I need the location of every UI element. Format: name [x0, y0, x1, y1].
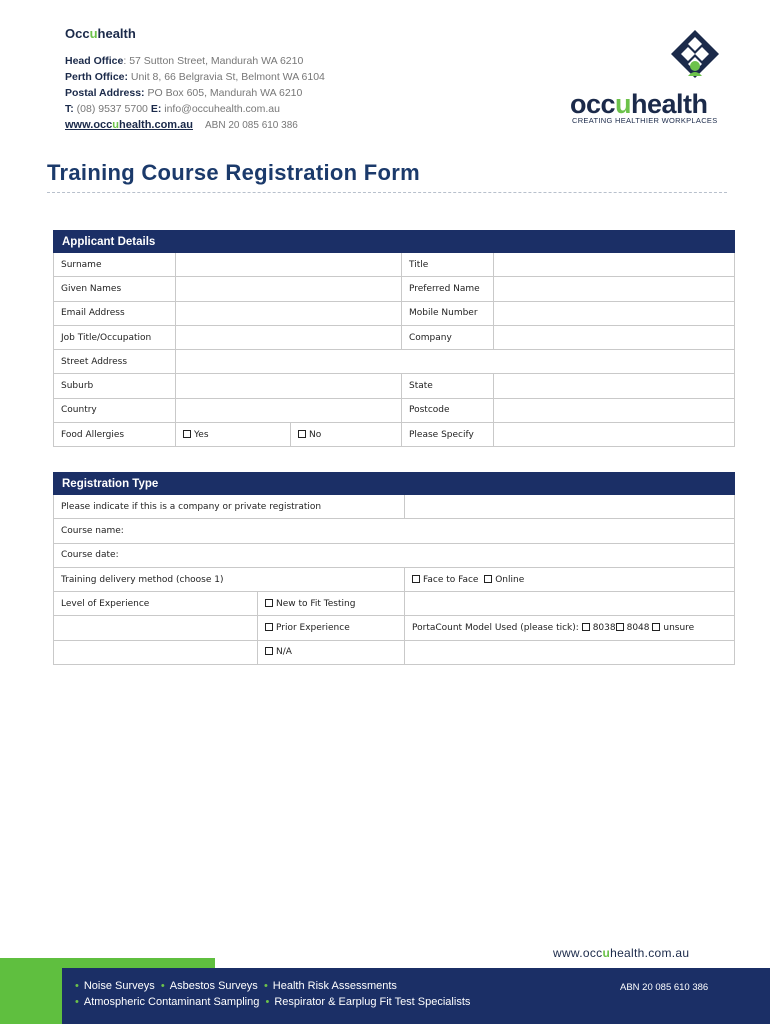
street-address-field[interactable]	[176, 350, 735, 374]
perth-office-line: Perth Office: Unit 8, 66 Belgravia St, Belmont WA 6104	[65, 71, 325, 83]
blank-cell	[54, 640, 258, 664]
model-8038-checkbox[interactable]: 8038	[582, 623, 616, 633]
occuhealth-logo	[565, 28, 735, 128]
title-label: Title	[402, 253, 494, 277]
new-to-fit-testing-checkbox[interactable]: New to Fit Testing	[258, 592, 405, 616]
country-label: Country	[54, 398, 176, 422]
form-title: Training Course Registration Form	[47, 160, 420, 185]
company-name: Occuhealth	[65, 26, 136, 41]
suburb-field[interactable]	[176, 374, 402, 398]
allergies-no-checkbox[interactable]: No	[291, 423, 402, 447]
company-field[interactable]	[494, 325, 735, 349]
head-office-line: Head Office: 57 Sutton Street, Mandurah WA 6210	[65, 55, 304, 67]
mobile-field[interactable]	[494, 301, 735, 325]
food-allergies-label: Food Allergies	[54, 423, 176, 447]
face-to-face-checkbox[interactable]: Face to Face	[412, 575, 478, 585]
checkbox-icon	[412, 575, 420, 583]
title-divider	[47, 192, 727, 193]
online-checkbox[interactable]: Online	[484, 575, 524, 585]
please-specify-label: Please Specify	[402, 423, 494, 447]
bullet-icon: •	[263, 980, 268, 992]
logo-wordmark: occuhealth	[570, 89, 708, 119]
na-checkbox[interactable]: N/A	[258, 640, 405, 664]
registration-indicate-label: Please indicate if this is a company or private registration	[54, 495, 405, 519]
bullet-icon: •	[75, 980, 79, 992]
job-title-label: Job Title/Occupation	[54, 325, 176, 349]
footer-services-line-2: • Atmospheric Contaminant Sampling • Respirator & Earplug Fit Test Specialists	[75, 996, 471, 1008]
unsure-checkbox[interactable]: unsure	[652, 623, 694, 633]
suburb-label: Suburb	[54, 374, 176, 398]
bullet-icon: •	[75, 996, 79, 1008]
applicant-details-heading: Applicant Details	[54, 231, 735, 253]
email-label: Email Address	[54, 301, 176, 325]
please-specify-field[interactable]	[494, 423, 735, 447]
delivery-method-options	[405, 567, 735, 591]
registration-type-heading: Registration Type	[54, 473, 735, 495]
job-title-field[interactable]	[176, 325, 402, 349]
title-field[interactable]	[494, 253, 735, 277]
given-names-label: Given Names	[54, 277, 176, 301]
preferred-name-field[interactable]	[494, 277, 735, 301]
postal-address-line: Postal Address: PO Box 605, Mandurah WA 6210	[65, 87, 303, 99]
experience-level-label: Level of Experience	[54, 592, 258, 616]
street-address-label: Street Address	[54, 350, 176, 374]
delivery-method-label: Training delivery method (choose 1)	[54, 567, 405, 591]
checkbox-icon	[265, 647, 273, 655]
blank-cell	[405, 640, 735, 664]
allergies-yes-checkbox[interactable]: Yes	[176, 423, 291, 447]
website-line	[65, 117, 465, 134]
checkbox-icon	[616, 623, 624, 631]
checkbox-icon	[298, 430, 306, 438]
bullet-icon: •	[160, 980, 165, 992]
applicant-details-table	[53, 230, 735, 447]
registration-type-field[interactable]	[405, 495, 735, 519]
footer-website[interactable]: www.occuhealth.com.au	[553, 946, 690, 960]
state-label: State	[402, 374, 494, 398]
logo-tagline: CREATING HEALTHIER WORKPLACES	[572, 116, 718, 125]
abn-text: ABN 20 085 610 386	[204, 120, 298, 131]
course-date-field[interactable]: Course date:	[54, 543, 735, 567]
blank-cell	[54, 616, 258, 640]
preferred-name-label: Preferred Name	[402, 277, 494, 301]
mobile-label: Mobile Number	[402, 301, 494, 325]
registration-type-table	[53, 472, 735, 665]
checkbox-icon	[582, 623, 590, 631]
experience-extra-field[interactable]	[405, 592, 735, 616]
prior-experience-checkbox[interactable]: Prior Experience	[258, 616, 405, 640]
footer-services-line-1: • Noise Surveys • Asbestos Surveys • Health Risk Assessments	[75, 980, 397, 992]
bullet-icon: •	[265, 996, 270, 1008]
state-field[interactable]	[494, 374, 735, 398]
postcode-field[interactable]	[494, 398, 735, 422]
country-field[interactable]	[176, 398, 402, 422]
checkbox-icon	[265, 599, 273, 607]
phone-email-line: T: (08) 9537 5700 E: info@occuhealth.com.au	[65, 103, 280, 115]
checkbox-icon	[265, 623, 273, 631]
portacount-model-options: PortaCount Model Used (please tick): 8038 8048 unsure	[405, 616, 735, 640]
model-8048-checkbox[interactable]: 8048	[616, 623, 650, 633]
company-contact-block	[65, 26, 465, 134]
checkbox-icon	[484, 575, 492, 583]
checkbox-icon	[183, 430, 191, 438]
company-label: Company	[402, 325, 494, 349]
surname-label: Surname	[54, 253, 176, 277]
given-names-field[interactable]	[176, 277, 402, 301]
logo-diamond-icon	[565, 28, 735, 88]
checkbox-icon	[652, 623, 660, 631]
postcode-label: Postcode	[402, 398, 494, 422]
website-link[interactable]: www.occuhealth.com.au	[65, 119, 193, 131]
course-name-field[interactable]: Course name:	[54, 519, 735, 543]
email-field[interactable]	[176, 301, 402, 325]
footer-abn: ABN 20 085 610 386	[620, 982, 709, 993]
surname-field[interactable]	[176, 253, 402, 277]
